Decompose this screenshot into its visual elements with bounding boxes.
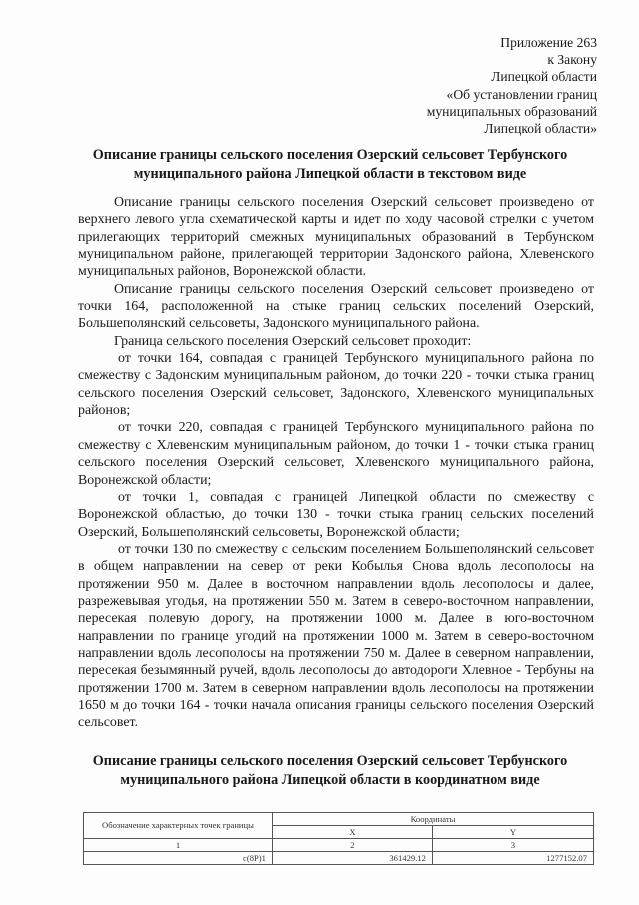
header-x-cell: X [272,826,432,839]
table-header-row [84,813,594,826]
title-line: Описание границы сельского поселения Озерский сельсовет Тербунского [92,753,568,769]
paragraph: Описание границы сельского поселения Озерский сельсовет произведено от верхнего левого угла схематической карты и идет по ходу часовой стрелки с учетом прилегающих территорий смежных муниципальных образований в Тербунском муниципальном районе, прилегающей территории Задонского района, Хлевенского муниципальных районов, Воронежской области. [78,195,594,280]
header-point-cell: Обозначение характерных точек границы [84,813,273,839]
paragraph: от точки 164, совпадая с границей Тербунского муниципального района по смежеству с Задонским муниципальным районом, до точки 220 - точки стыка границ сельского поселения Озерский сельсовет, Задонского, Хлевенского муниципальных районов; [78,351,594,419]
x-cell: 361429.12 [272,852,432,865]
paragraph: от точки 1, совпадая с границей Липецкой области по смежеству с Воронежской областью, до точки 130 - точки стыка границ сельских поселений Озерский, Большеполянский сельсоветы, Воронежской области; [78,489,594,540]
appendix-line: муниципальных образований [426,103,597,119]
appendix-line: к Закону [547,52,597,68]
table-row [84,852,594,865]
appendix-line: Липецкой области» [484,121,597,137]
title-line: муниципального района Липецкой области в текстовом виде [133,166,527,182]
column-number-cell: 1 [84,839,273,852]
point-cell: c(8P)1 [84,852,273,865]
column-number-cell: 2 [272,839,432,852]
description-body [78,194,594,732]
appendix-line: Липецкой области [491,69,597,85]
column-number-cell: 3 [432,839,593,852]
title-line: муниципального района Липецкой области в координатном виде [120,772,540,788]
coordinates-table [83,812,594,865]
appendix-header [427,34,597,137]
coordinate-description-title [60,752,600,790]
y-cell: 1277152.07 [432,852,593,865]
appendix-line: «Об установлении границ [446,86,597,102]
header-y-cell: Y [432,826,593,839]
paragraph: Граница сельского поселения Озерский сельсовет проходит: [114,333,472,349]
paragraph: от точки 220, совпадая с границей Тербунского муниципального района по смежеству с Хлевенским муниципальным районом, до точки 1 - точки стыка границ сельского поселения Озерский сельсовет, Хлевенского муниципального района, Воронежской области; [78,420,594,488]
paragraph: Описание границы сельского поселения Озерский сельсовет произведено от точки 164, расположенной на стыке границ сельских поселений Озерский, Большеполянский сельсоветы, Задонского муниципального района. [78,281,594,332]
table-number-row [84,839,594,852]
paragraph: от точки 130 по смежеству с сельским поселением Большеполянский сельсовет в общем направлении на север от реки Кобылья Снова вдоль лесополосы на протяжении 950 м. Далее в восточном направлении вдоль лесополосы и далее, разрежевывая угодья, на протяжении 550 м. Затем в северо-восточном направлении, пересекая полевую дорогу, на протяжении 1000 м. Далее в юго-восточном направлении по границе угодий на протяжении 1000 м. Затем в северо-восточном направлении вдоль лесополосы на протяжении 750 м. Далее в северном направлении, пересекая безымянный ручей, вдоль лесополосы до автодороги Хлевное - Тербуны на протяжении 1700 м. Затем в северном направлении вдоль лесополосы на протяжении 1650 м до точки 164 - точки начала описания границы сельского поселения Озерский сельсовет. [78,541,594,731]
header-coords-cell: Координаты [272,813,593,826]
appendix-line: Приложение 263 [500,35,597,50]
title-line: Описание границы сельского поселения Озерский сельсовет Тербунского [92,147,568,163]
text-description-title [60,146,600,184]
